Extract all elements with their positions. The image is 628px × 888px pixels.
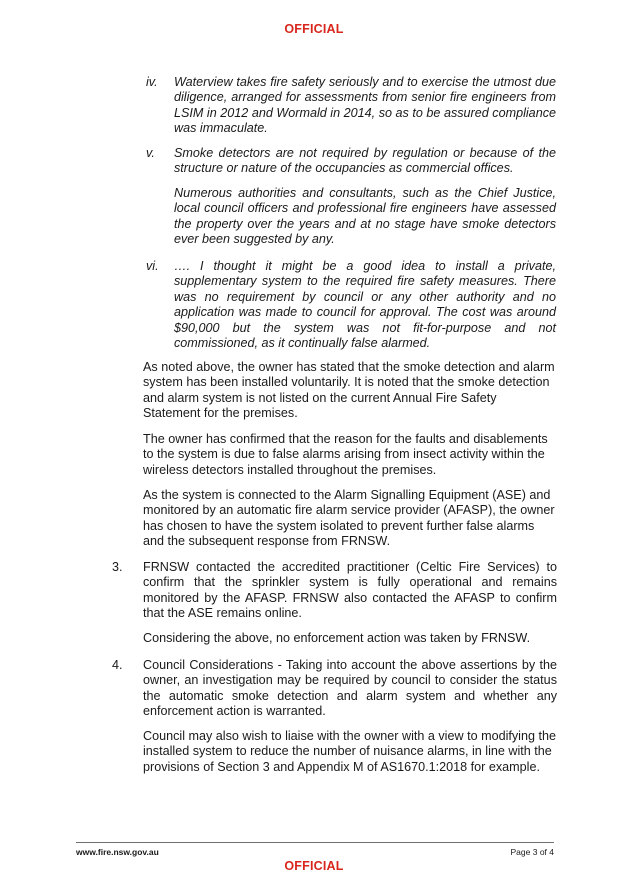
item-number: 3. [112, 560, 123, 574]
quoted-point-v-continued [146, 186, 556, 248]
footer-website-link[interactable]: www.fire.nsw.gov.au [76, 847, 159, 857]
point-numeral: vi. [146, 259, 159, 273]
point-text: Numerous authorities and consultants, such as the Chief Justice, local council officers and professional fire engineers have assessed the property over the years and at no stage have smoke detectors ever been suggested by any. [174, 186, 556, 247]
quoted-point-vi [146, 259, 556, 351]
point-numeral: iv. [146, 75, 158, 89]
point-text: …. I thought it might be a good idea to install a private, supplementary system to the required fire safety measures. There was no requirement by council or any other authority and no application was made to council for approval. The cost was around $90,000 but the system was not fit-for-purpose and not commissioned, as it continually false alarmed. [174, 259, 556, 351]
security-marking-bottom: OFFICIAL [284, 859, 344, 873]
item-4-followup: Council may also wish to liaise with the owner with a view to modifying the installed system to reduce the number of nuisance alarms, in line with the provisions of Section 3 and Appendix M of AS1670.1:2018 for example. [143, 729, 556, 774]
point-text: Smoke detectors are not required by regulation or because of the structure or nature of the occupancies as commercial offices. [174, 146, 556, 176]
quoted-point-iv [146, 75, 556, 137]
numbered-item-4 [112, 658, 557, 720]
quoted-point-v [146, 146, 556, 177]
security-marking-top: OFFICIAL [284, 22, 344, 36]
body-paragraph: As the system is connected to the Alarm Signalling Equipment (ASE) and monitored by an automatic fire alarm service provider (AFASP), the owner has chosen to have the system isolated to prevent further false alarms and the subsequent response from FRNSW. [143, 488, 555, 549]
point-numeral: v. [146, 146, 155, 160]
item-text: Council Considerations - Taking into account the above assertions by the owner, an investigation may be required by council to consider the status the automatic smoke detection and alarm system and whether any enforcement action is warranted. [143, 658, 557, 719]
numbered-item-3 [112, 560, 557, 622]
item-3-followup: Considering the above, no enforcement action was taken by FRNSW. [143, 631, 531, 645]
item-number: 4. [112, 658, 123, 672]
body-paragraph: The owner has confirmed that the reason for the faults and disablements to the system is due to false alarms arising from insect activity within the wireless detectors installed throughout the premises. [143, 432, 548, 477]
footer-divider [76, 842, 554, 843]
item-text: FRNSW contacted the accredited practitioner (Celtic Fire Services) to confirm that the sprinkler system is fully operational and remains monitored by the AFASP. FRNSW also contacted the AFASP to confirm that the ASE remains online. [143, 560, 557, 621]
point-text: Waterview takes fire safety seriously and to exercise the utmost due diligence, arranged for assessments from senior fire engineers from LSIM in 2012 and Wormald in 2014, so as to be assured compliance was immaculate. [174, 75, 556, 136]
footer-page-number: Page 3 of 4 [510, 847, 554, 857]
body-paragraph: As noted above, the owner has stated that the smoke detection and alarm system has been installed voluntarily. It is noted that the smoke detection and alarm system is not listed on the current Annual Fire Safety Statement for the premises. [143, 360, 555, 421]
